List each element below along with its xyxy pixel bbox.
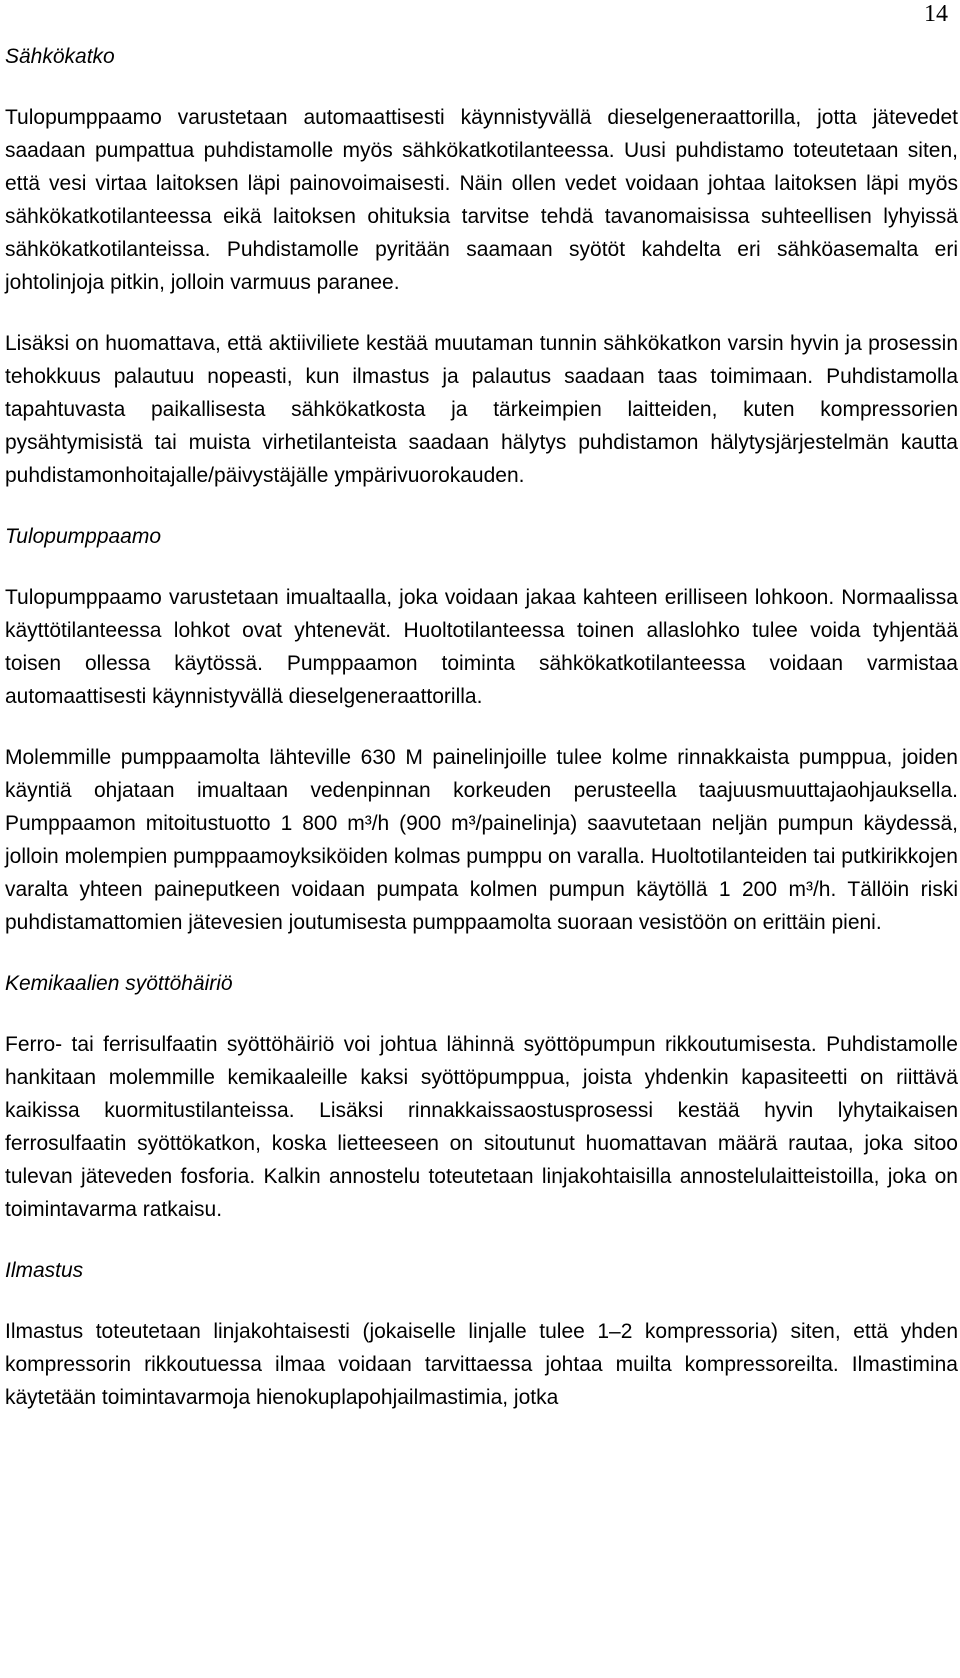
paragraph: Lisäksi on huomattava, että aktiiviliete kestää muutaman tunnin sähkökatkon varsin hyvin ja prosessin tehokkuus palautuu nopeasti, kun ilmastus ja palautus saadaan taas toimimaan. Puhdistamolla tapahtuvasta paikallisesta sähkökatkosta ja tärkeimpien laitteiden, kuten kompressorien pysähtymisistä tai muista virhetilanteista saadaan hälytys puhdistamon hälytysjärjestelmän kautta puhdistamonhoitajalle/päivystäjälle ympärivuorokauden. <box>5 332 958 487</box>
section-tulopumppaamo <box>5 520 958 939</box>
section-heading: Ilmastus <box>5 1259 84 1282</box>
section-kemikaalien-syottohairio <box>5 967 958 1226</box>
section-heading: Tulopumppaamo <box>5 525 162 548</box>
page-number: 14 <box>924 1 948 27</box>
document-body <box>5 40 958 1442</box>
paragraph: Tulopumppaamo varustetaan automaattisesti käynnistyvällä dieselgeneraattorilla, jotta jätevedet saadaan pumpattua puhdistamolle myös sähkökatkotilanteessa. Uusi puhdistamo toteutetaan siten, että vesi virtaa laitoksen läpi painovoimaisesti. Näin ollen vedet voidaan johtaa laitoksen läpi myös sähkökatkotilanteessa eikä laitoksen ohituksia tarvitse tehdä tavanomaisissa suhteellisen lyhyissä sähkökatkotilanteissa. Puhdistamolle pyritään saamaan syötöt kahdelta eri sähköasemalta eri johtolinjoja pitkin, jolloin varmuus paranee. <box>5 106 958 294</box>
section-ilmastus <box>5 1254 958 1414</box>
paragraph: Tulopumppaamo varustetaan imualtaalla, joka voidaan jakaa kahteen erilliseen lohkoon. Normaalissa käyttötilanteessa lohkot ovat yhtenevät. Huoltotilanteessa toinen allaslohko tulee voida tyhjentää toisen ollessa käytössä. Pumppaamon toiminta sähkökatkotilanteessa voidaan varmistaa automaattisesti käynnistyvällä dieselgeneraattorilla. <box>5 586 958 708</box>
section-heading: Sähkökatko <box>5 45 115 68</box>
paragraph: Ferro- tai ferrisulfaatin syöttöhäiriö voi johtua lähinnä syöttöpumpun rikkoutumisesta. Puhdistamolle hankitaan molemmille kemikaaleille kaksi syöttöpumppua, joista yhdenkin kapasiteetti on riittävä kaikissa kuormitustilanteissa. Lisäksi rinnakkaissaostusprosessi kestää hyvin lyhytaikaisen ferrosulfaatin syöttökatkon, koska lietteeseen on sitoutunut huomattavan määrä rautaa, joka sitoo tulevan jäteveden fosforia. Kalkin annostelu toteutetaan linjakohtaisilla annostelulaitteistoilla, joka on toimintavarma ratkaisu. <box>5 1033 958 1221</box>
paragraph: Ilmastus toteutetaan linjakohtaisesti (jokaiselle linjalle tulee 1–2 kompressoria) siten, että yhden kompressorin rikkoutuessa ilmaa voidaan tarvittaessa johtaa muilta kompressoreilta. Ilmastimina käytetään toimintavarmoja hienokuplapohjailmastimia, jotka <box>5 1320 958 1409</box>
paragraph: Molemmille pumppaamolta lähteville 630 M painelinjoille tulee kolme rinnakkaista pumppua, joiden käyntiä ohjataan imualtaan vedenpinnan korkeuden perusteella taajuusmuuttajaohjauksella. Pumppaamon mitoitustuotto 1 800 m³/h (900 m³/painelinja) saavutetaan neljän pumpun käydessä, jolloin molempien pumppaamoyksiköiden kolmas pumppu on varalla. Huoltotilanteiden tai putkirikkojen varalta yhteen paineputkeen voidaan pumpata kolmen pumpun käytöllä 1 200 m³/h. Tällöin riski puhdistamattomien jätevesien joutumisesta pumppaamolta suoraan vesistöön on erittäin pieni. <box>5 746 958 934</box>
section-heading: Kemikaalien syöttöhäiriö <box>5 972 233 995</box>
section-sahkokatko <box>5 40 958 492</box>
